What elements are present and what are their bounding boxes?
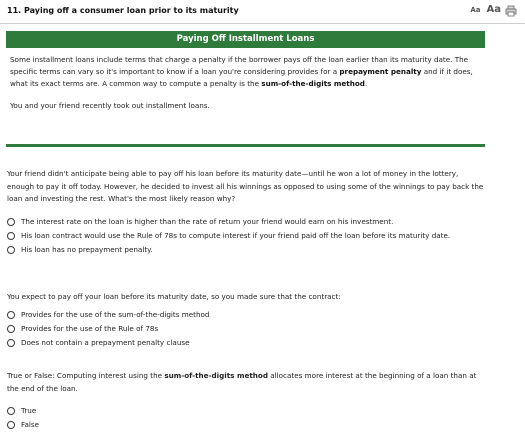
option-label: True [21,406,37,415]
question-3-options [7,405,485,433]
radio-button[interactable] [7,325,15,333]
font-size-large-button[interactable]: Aa [486,4,501,15]
radio-button[interactable] [7,232,15,240]
question-3-text-a: True or False: Computing interest using the [7,371,165,380]
q2-option-3[interactable] [7,337,485,349]
info-box [6,31,485,147]
info-paragraph-1 [10,54,481,90]
question-title: 11. Paying off a consumer loan prior to its maturity [7,6,239,15]
radio-button[interactable] [7,407,15,415]
radio-button[interactable] [7,246,15,254]
question-1-text: Your friend didn't anticipate being able to pay off his loan before its maturity date—until he won a lot of money in the lottery, enough to pay it off today. However, he decided to invest all his winnings as opposed to using some of the winnings to pay back the loan and investing the rest. What's the most likely reason why? [7,169,484,203]
question-3-text [7,370,485,395]
q2-option-1[interactable] [7,309,485,321]
term-sum-of-digits: sum-of-the-digits method [164,371,268,380]
info-text: . [364,79,368,88]
question-header [0,0,525,24]
option-label: Provides for the use of the Rule of 78s [21,324,159,333]
print-icon[interactable] [505,5,517,17]
radio-button[interactable] [7,421,15,429]
info-box-body [6,48,485,112]
q2-option-2[interactable] [7,323,485,335]
q1-option-2[interactable] [7,230,485,242]
option-label: His loan contract would use the Rule of 78s to compute interest if your friend paid off the loan before its maturity date. [21,231,451,240]
option-label: His loan has no prepayment penalty. [21,245,153,254]
info-box-title: Paying Off Installment Loans [6,31,485,48]
info-paragraph-2: You and your friend recently took out installment loans. [10,101,210,110]
term-prepayment-penalty: prepayment penalty [339,67,422,76]
option-label: The interest rate on the loan is higher than the rate of return your friend would earn on his investment. [21,217,394,226]
term-sum-of-digits: sum-of-the-digits method [261,79,365,88]
option-label: Does not contain a prepayment penalty clause [21,338,190,347]
option-label: False [21,420,40,429]
q1-option-3[interactable] [7,244,485,256]
question-3-text-c: allocates more interest at the beginning of a loan than at the end of the loan. [7,371,477,393]
q1-option-1[interactable] [7,216,485,228]
radio-button[interactable] [7,218,15,226]
question-1-options [7,216,485,258]
q3-option-false[interactable] [7,419,485,431]
radio-button[interactable] [7,311,15,319]
info-text: and if it does, what its exact terms are. A common way to compute a penalty is the [10,67,473,88]
question-2-text: You expect to pay off your loan before its maturity date, so you made sure that the contract: [7,292,341,301]
option-label: Provides for the use of the sum-of-the-digits method [21,310,210,319]
font-size-controls [470,4,501,15]
info-text: Some installment loans include terms that charge a penalty if the borrower pays off the loan earlier than its maturity date. The specific terms can vary so it's important to know if a loan you're considering provides for a [10,55,469,76]
font-size-small-button[interactable]: Aa [470,6,481,14]
question-2-options [7,309,485,351]
q3-option-true[interactable] [7,405,485,417]
radio-button[interactable] [7,339,15,347]
